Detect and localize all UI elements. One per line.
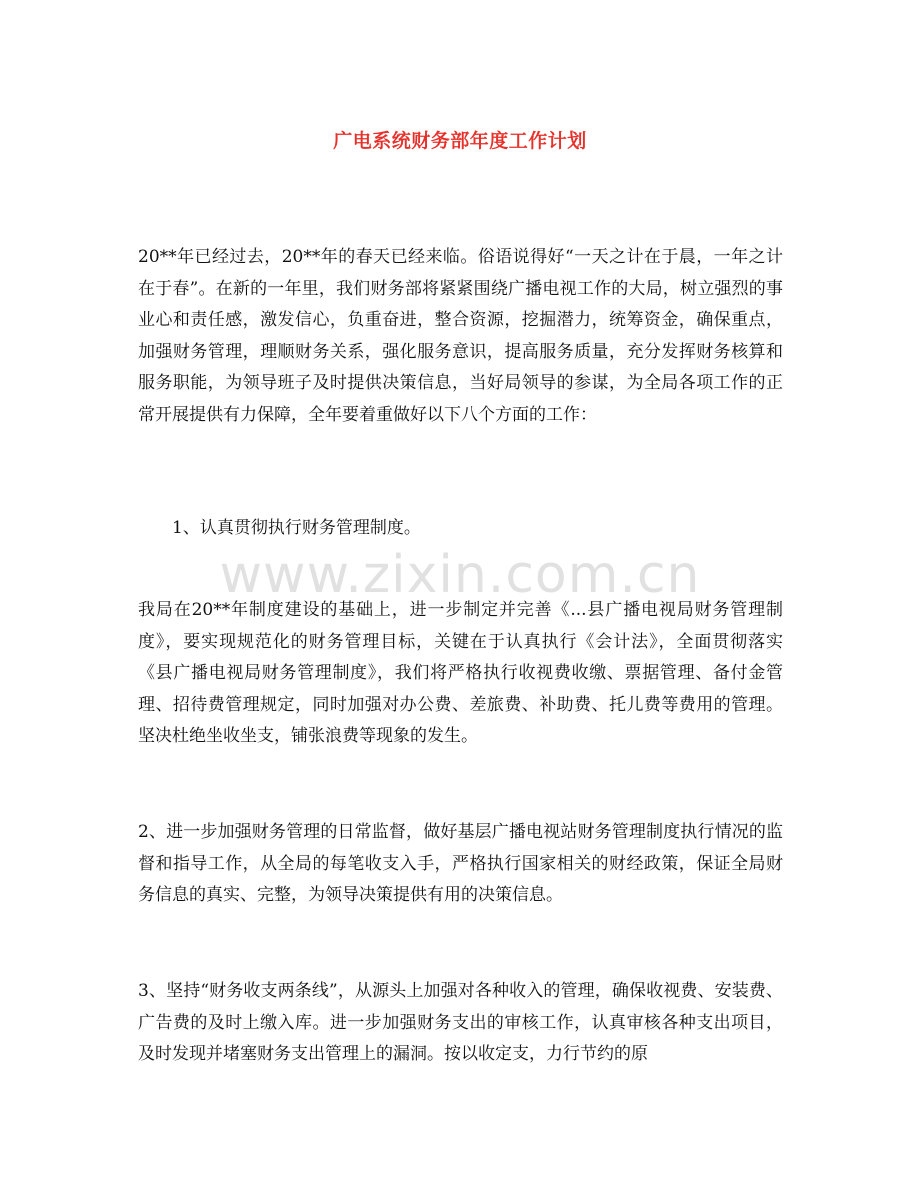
item-3-paragraph: 3、坚持“财务收支两条线”，从源头上加强对各种收入的管理，确保收视费、安装费、广告费的及时上缴入库。进一步加强财务支出的审核工作，认真审核各种支出项目，及时发现并堵塞财务支出管理上的漏洞。按以收定支，力行节约的原 xyxy=(138,981,783,1064)
item-1-body: 我局在20**年制度建设的基础上，进一步制定并完善《...县广播电视局财务管理制度》，要实现规范化的财务管理目标，关键在于认真执行《会计法》，全面贯彻落实《县广播电视局财务管理制度》，我们将严格执行收视费收缴、票据管理、备付金管理、招待费管理规定，同时加强对办公费、差旅费、补助费、托儿费等费用的管理。坚决杜绝坐收坐支，铺张浪费等现象的发生。 xyxy=(138,600,783,746)
intro-paragraph: 20**年已经过去，20**年的春天已经来临。俗语说得好“一天之计在于晨，一年之计在于春”。在新的一年里，我们财务部将紧紧围绕广播电视工作的大局，树立强烈的事业心和责任感，激发信心，负重奋进，整合资源，挖掘潜力，统筹资金，确保重点，加强财务管理，理顺财务关系，强化服务意识，提高服务质量，充分发挥财务核算和服务职能，为领导班子及时提供决策信息，当好局领导的参谋，为全局各项工作的正常开展提供有力保障，全年要着重做好以下八个方面的工作： xyxy=(138,247,783,425)
item-1-heading: 1、认真贯彻执行财务管理制度。 xyxy=(172,518,421,538)
item-2-paragraph: 2、进一步加强财务管理的日常监督，做好基层广播电视站财务管理制度执行情况的监督和指导工作，从全局的每笔收支入手，严格执行国家相关的财经政策，保证全局财务信息的真实、完整，为领导决策提供有用的决策信息。 xyxy=(138,822,783,905)
watermark: www.zixin.com.cn xyxy=(219,545,701,605)
document-title: 广电系统财务部年度工作计划 xyxy=(333,130,587,152)
